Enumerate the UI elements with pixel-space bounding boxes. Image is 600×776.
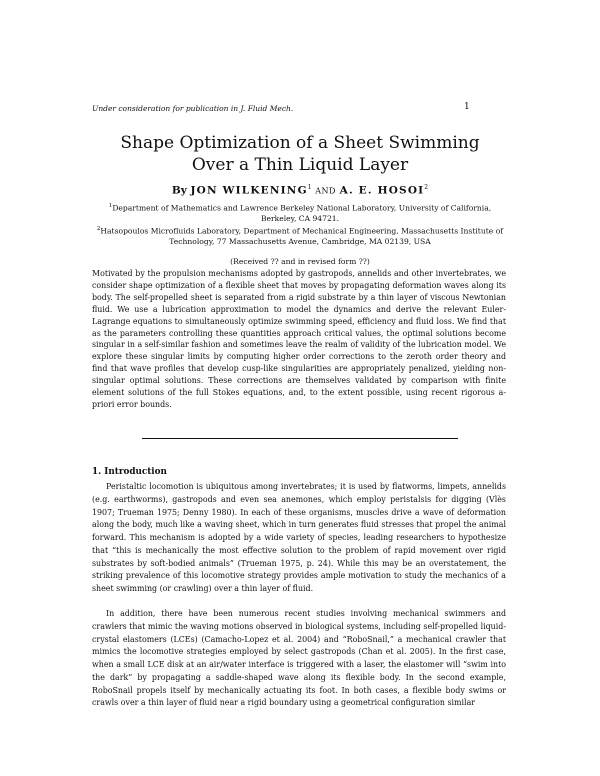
intro-paragraph-2: In addition, there have been numerous recent studies involving mechanical swimmers and crawlers that mimic the waving motions observed in biological systems, including self-propelled liquid-crystal elastomers (LCEs) (Camacho-Lopez et al. 2004) and “RoboSnail,” a mechanical crawler that mimics the locomotive strategies employed by select gastropods (Chan et al. 2005). In the first case, when a small LCE disk at an air/water interface is triggered with a laser, the elastomer will “swim into the dark” by propagating a saddle-shaped wave along its flexible body. In the second example, RoboSnail propels itself by mechanically actuating its foot. In both cases, a flexible body swims or crawls over a thin layer of fluid near a rigid boundary using a geometrical configuration similar [92, 609, 506, 708]
author-1-name: JON WILKENING [190, 184, 308, 197]
received-line: (Received ?? and in revised form ??) [230, 257, 370, 266]
affiliation-1-mark: 1 [108, 203, 113, 209]
affiliation-2 [92, 224, 508, 247]
author-2-affil-mark: 2 [424, 184, 429, 191]
running-head: Under consideration for publication in J. Fluid Mech. [92, 104, 294, 113]
title-line-1: Shape Optimization of a Sheet Swimming [120, 133, 480, 153]
affiliation-1-text: Department of Mathematics and Lawrence Berkeley National Laboratory, University of California, Berkeley, CA 94721. [112, 203, 492, 223]
affiliation-2-mark: 2 [96, 226, 101, 232]
affiliation-1 [92, 201, 508, 224]
abstract: Motivated by the propulsion mechanisms adopted by gastropods, annelids and other invertebrates, we consider shape optimization of a flexible sheet that moves by propagating deformation waves along its body. The self-propelled sheet is separated from a rigid substrate by a thin layer of viscous Newtonian fluid. We use a lubrication approximation to model the dynamics and derive the relevant Euler-Lagrange equations to simultaneously optimize swimming speed, efficiency and fluid loss. We find that as the parameters controlling these quantities approach critical values, the optimal solutions become singular in a self-similar fashion and sometimes leave the realm of validity of the lubrication model. We explore these singular limits by computing higher order corrections to the zeroth order theory and find that wave profiles that develop cusp-like singularities are appropriately penalized, yielding non-singular optimal solutions. These corrections are themselves validated by comparison with finite element solutions of the full Stokes equations, and, to the extent possible, using recent rigorous a-priori error bounds. [92, 269, 506, 409]
affiliation-2-text: Hatsopoulos Microfluids Laboratory, Department of Mechanical Engineering, Massachusetts Institute of Technology, 77 Massachusetts Avenue, Cambridge, MA 02139, USA [100, 226, 504, 246]
author-by: By [171, 184, 187, 197]
author-1-affil-mark: 1 [307, 184, 312, 191]
page-number: 1 [464, 102, 470, 112]
section-divider [142, 438, 458, 439]
intro-paragraph-1: Peristaltic locomotion is ubiquitous among invertebrates; it is used by flatworms, limpets, annelids (e.g. earthworms), gastropods and even sea anemones, which employ peristalsis for digging (Vlès 1907; Trueman 1975; Denny 1980). In each of these organisms, muscles drive a wave of deformation along the body, much like a waving sheet, which in turn generates fluid stresses that propel the animal forward. This mechanism is adopted by a wide variety of species, leading researchers to hypothesize that “this is mechanically the most effective solution to the problem of rapid movement over rigid substrates by soft-bodied animals” (Trueman 1975, p. 24). While this may be an overstatement, the striking prevalence of this locomotive strategy provides ample motivation to study the mechanics of a sheet swimming (or crawling) over a thin layer of fluid. [92, 482, 506, 593]
paper-title [80, 132, 520, 176]
section-heading: 1. Introduction [92, 467, 167, 477]
author-2-name: A. E. HOSOI [339, 184, 425, 197]
author-line [80, 184, 520, 197]
title-line-2: Over a Thin Liquid Layer [191, 155, 409, 175]
author-conjunction: AND [315, 186, 336, 196]
